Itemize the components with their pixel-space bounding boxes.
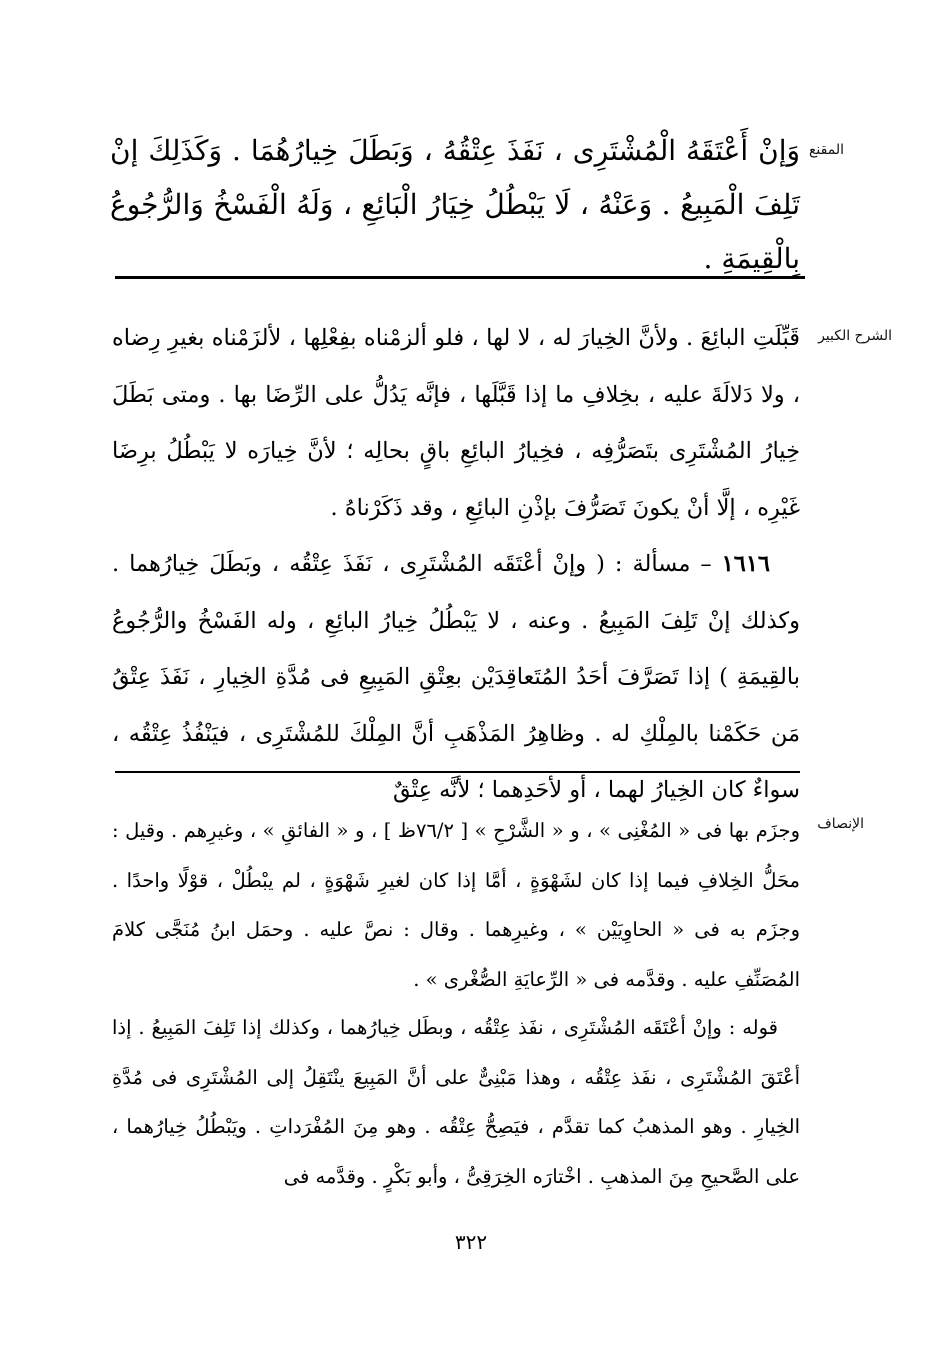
- insaf-paragraph-2: قوله : وإنْ أعْتَقَه المُشْتَرِى ، نفَذ عِتْقُه ، وبطَل خِيارُهما ، وكذلك إذا تَلِفَ المَبِيعُ . إذا أعْتَقَ المُشْتَرِى ، نفَذ عِتْقُه ، وهذا مَبْنِىٌّ على أنَّ المَبِيعَ ينْتَقِلُ إلى المُشْتَرِى فى مُدَّةِ الخِيارِ . وهو المذهبُ كما تقدَّم ، فيَصِحُّ عِتْقُه . وهو مِنَ المُفْرَداتِ . ويَبْطُلُ خِيارُهما ، على الصَّحيحِ مِنَ المذهبِ . اخْتارَه الخِرَقِىُّ ، وأبو بَكْرٍ . وقدَّمه فى: [112, 1016, 800, 1188]
- muqni-label: المقنع: [808, 142, 844, 158]
- insaf-text-1: [112, 806, 800, 1004]
- muqni-text: [110, 124, 800, 286]
- sharh-divider: [115, 771, 800, 773]
- sharh-paragraph-2-text: – مسألة : ( وإنْ أعْتَقَه المُشْتَرِى ، نَفَذَ عِتْقُه ، وبَطَلَ خِيارُهما . وكذلك إنْ تَلِفَ المَبِيعُ . وعنه ، لا يَبْطُلُ خِيارُ البائِعِ ، وله الفَسْخُ والرُّجُوعُ بالقِيمَةِ ) إذا تَصَرَّفَ أحَدُ المُتَعاقِدَيْن بعِتْقِ المَبِيعِ فى مُدَّةِ الخِيارِ ، نَفَذَ عِتْقُ مَن حَكَمْنا بالمِلْكِ له . وظاهِرُ المَذْهَبِ أنَّ المِلْكَ للمُشْتَرِى ، فيَنْفُذُ عِتْقُه ، سواءٌ كان الخِيارُ لهما ، أو لأحَدِهما ؛ لأنَّه عِتْقٌ: [112, 551, 800, 803]
- issue-number: ١٦١٦: [721, 551, 770, 577]
- sharh-label: الشرح الكبير: [818, 328, 892, 344]
- insaf-text-2: [112, 1003, 800, 1201]
- insaf-label: الإنصاف: [817, 816, 864, 832]
- muqni-paragraph: وَإنْ أَعْتَقَهُ الْمُشْتَرِى ، نَفَذَ عِتْقُهُ ، وَبَطَلَ خِيارُهُمَا . وَكَذَلِكَ إنْ تَلِفَ الْمَبِيعُ . وَعَنْهُ ، لَا يَبْطُلُ خِيَارُ الْبَائِعِ ، وَلَهُ الْفَسْخُ وَالرُّجُوعُ بِالْقِيمَةِ .: [110, 134, 800, 275]
- sharh-paragraph-2: [112, 536, 800, 819]
- page-number: ٣٢٢: [454, 1230, 488, 1254]
- insaf-paragraph-1: وجزَم بها فى « المُغْنِى » ، و « الشَّرْحِ » [ ٧٦/٢ظ ] ، و « الفائقِ » ، وغيرِهم . وقيل : محَلُّ الخِلافِ فيما إذا كان لشَهْوَةٍ ، أمَّا إذا كان لغيرِ شَهْوَةٍ ، لم يبْطُلْ ، قوْلًا واحدًا . وجزَم به فى « الحاوِيَيْن » ، وغيرِهما . وقال : نصَّ عليه . وحمَل ابنُ مُنَجَّى كلامَ المُصَنِّفِ عليه . وقدَّمه فى « الرِّعايَةِ الصُّغْرى » .: [112, 819, 800, 991]
- muqni-divider: [115, 276, 805, 279]
- sharh-paragraph-1: قَبِّلَتِ البائِعَ . ولأنَّ الخِيارَ له ، لا لها ، فلو ألزمْناه بفِعْلِها ، لألزَمْناه بغيرِ رِضاه ، ولا دَلالَةَ عليه ، بخِلافِ ما إذا قَبَّلَها ، فإنَّه يَدُلُّ على الرِّضَا بها . ومتى بَطَلَ خِيارُ المُشْتَرِى بتَصَرُّفِه ، فخِيارُ البائِعِ باقٍ بحالِه ؛ لأنَّ خِيارَه لا يَبْطُلُ برِضَا غَيْرِه ، إلَّا أنْ يكونَ تَصَرُّفَ بإذْنِ البائِعِ ، وقد ذَكَرْناهُ .: [112, 325, 800, 521]
- sharh-text: [112, 310, 800, 819]
